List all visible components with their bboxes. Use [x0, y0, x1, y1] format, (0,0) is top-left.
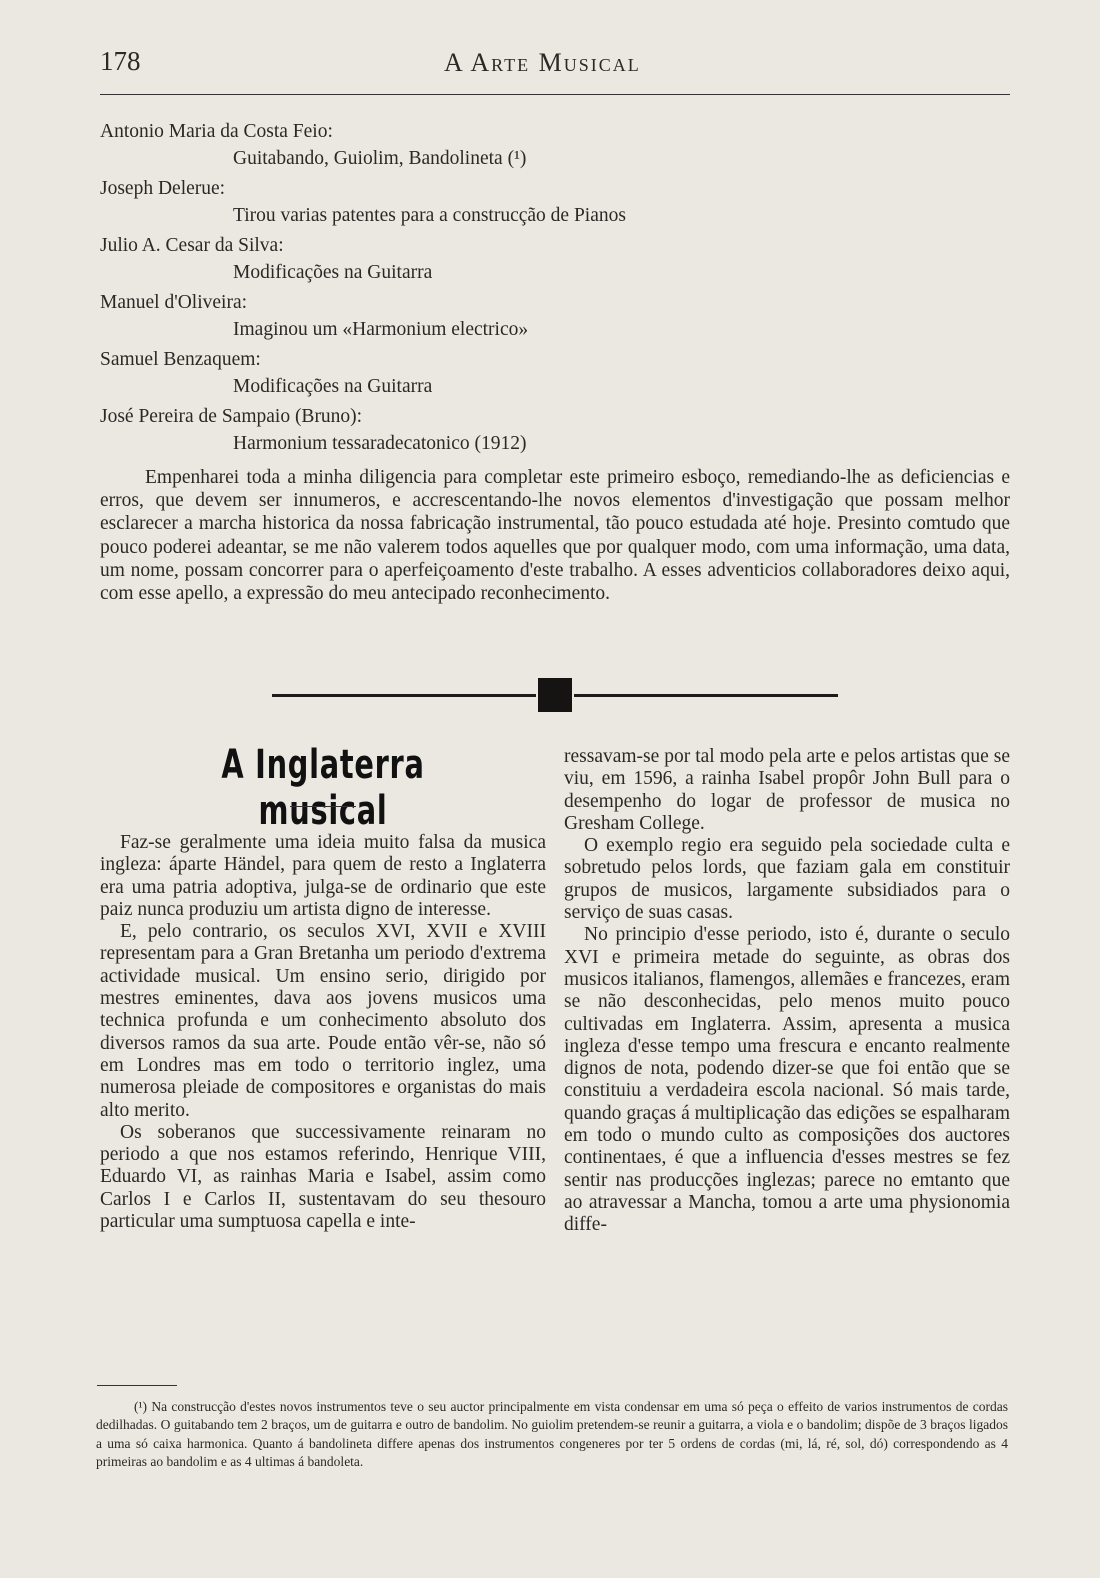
divider-line-left [272, 694, 536, 697]
divider-block [538, 678, 572, 712]
inventor-name: Joseph Delerue: [100, 178, 226, 199]
inventor-name: Manuel d'Oliveira: [100, 292, 248, 313]
page-header [100, 46, 1010, 86]
footnote-rule [97, 1385, 177, 1386]
running-title: A Arte Musical [444, 48, 641, 77]
inventor-description: Guitabando, Guiolim, Bandolineta (¹) [233, 148, 527, 169]
inventor-entry [100, 346, 900, 400]
inventor-description: Tirou varias patentes para a construcção de Pianos [233, 205, 626, 226]
title-rule [290, 806, 356, 807]
intro-paragraph: Empenharei toda a minha diligencia para completar este primeiro esboço, remediando-lhe as deficiencias e erros, que devem ser innumeros, e accrescentando-lhe novos elementos d'investigação que possam melhor esclarecer a marcha historica da nossa fabricação instrumental, tão pouco estudada até hoje. Presinto comtudo que pouco poderei adeantar, se me não valerem todos aquelles que por qualquer modo, com uma informação, uma data, um nome, possam concorrer para o aperfeiçoamento d'este trabalho. A esses adventicios collaboradores deixo aqui, com esse apello, a expressão do meu antecipado reconhecimento. [100, 467, 1010, 605]
inventor-list [100, 118, 900, 460]
article-paragraph: ressavam-se por tal modo pela arte e pelos artistas que se viu, em 1596, a rainha Isabel propôr John Bull para o desempenho do logar de professor de musica no Gresham College. [564, 746, 1010, 834]
section-divider-ornament [272, 678, 838, 712]
inventor-name: Julio A. Cesar da Silva: [100, 235, 284, 256]
inventor-name: Antonio Maria da Costa Feio: [100, 121, 333, 142]
article-title: A Inglaterra musical [221, 742, 425, 834]
divider-line-right [574, 694, 838, 697]
inventor-description: Modificações na Guitarra [233, 376, 433, 397]
inventor-entry [100, 175, 900, 229]
page-number: 178 [100, 46, 141, 76]
footnote: (¹) Na construcção d'estes novos instrumentos teve o seu auctor principalmente em vista condensar em uma só peça o effeito de varios instrumentos de cordas dedilhadas. O guitabando tem 2 braços, um de guitarra e outro de bandolim. No guiolim pretendem-se reunir a guitarra, a viola e o bandolim; dispõe de 3 braços ligados a uma só caixa harmonica. Quanto á bandolineta differe apenas dos instrumentos congeneres por ter 5 ordens de cordas (mi, lá, ré, sol, dó) correspondendo as 4 primeiras ao bandolim e as 4 ultimas á bandoleta. [96, 1399, 1008, 1470]
inventor-name: Samuel Benzaquem: [100, 349, 261, 370]
header-rule [100, 94, 1010, 95]
article-paragraph: O exemplo regio era seguido pela sociedade culta e sobretudo pelos lords, que faziam gala em constituir grupos de musicos, largamente subsidiados para o serviço de suas casas. [564, 835, 1010, 924]
inventor-entry [100, 403, 900, 457]
inventor-description: Imaginou um «Harmonium electrico» [233, 319, 529, 340]
article-paragraph: No principio d'esse periodo, isto é, durante o seculo XVI e primeira metade do seguinte, as obras dos musicos italianos, flamengos, allemães e francezes, eram se não desconhecidas, pelo menos muito pouco cultivadas em Inglaterra. Assim, apresenta a musica ingleza d'esse tempo uma frescura e encanto realmente dignos de nota, podendo dizer-se que foi então que se constituiu a verdadeira escola nacional. Só mais tarde, quando graças á multiplicação das edições se espalharam em todo o mundo culto as composições dos auctores continentaes, é que a influencia d'esses mestres se fez sentir nas producções inglezas; parece no emtanto que ao atravessar a Mancha, tomou a arte uma physionomia diffe- [564, 924, 1010, 1236]
inventor-description: Modificações na Guitarra [233, 262, 433, 283]
article-column-right [564, 746, 1010, 1237]
inventor-entry [100, 289, 900, 343]
article-paragraph: Faz-se geralmente uma ideia muito falsa da musica ingleza: áparte Händel, para quem de resto a Inglaterra era uma patria adoptiva, julga-se de ordinario que este paiz nunca produziu um artista digno de interesse. [100, 832, 546, 920]
article-paragraph: Os soberanos que successivamente reinaram no periodo a que nos estamos referindo, Henrique VIII, Eduardo VI, as rainhas Maria e Isabel, assim como Carlos I e Carlos II, sustentavam do seu thesouro particular uma sumptuosa capella e inte- [100, 1121, 546, 1233]
inventor-entry [100, 118, 900, 172]
inventor-description: Harmonium tessaradecatonico (1912) [233, 433, 527, 454]
article-paragraph: E, pelo contrario, os seculos XVI, XVII e XVIII representam para a Gran Bretanha um periodo d'extrema actividade musical. Um ensino serio, dirigido por mestres eminentes, dava aos jovens musicos uma technica profunda e um conhecimento absoluto dos diversos ramos da sua arte. Poude então vêr-se, não só em Londres mas em todo o territorio inglez, uma numerosa pleiade de compositores e organistas do mais alto merito. [100, 921, 546, 1121]
inventor-name: José Pereira de Sampaio (Bruno): [100, 406, 363, 427]
inventor-entry [100, 232, 900, 286]
article-column-left [100, 832, 546, 1233]
